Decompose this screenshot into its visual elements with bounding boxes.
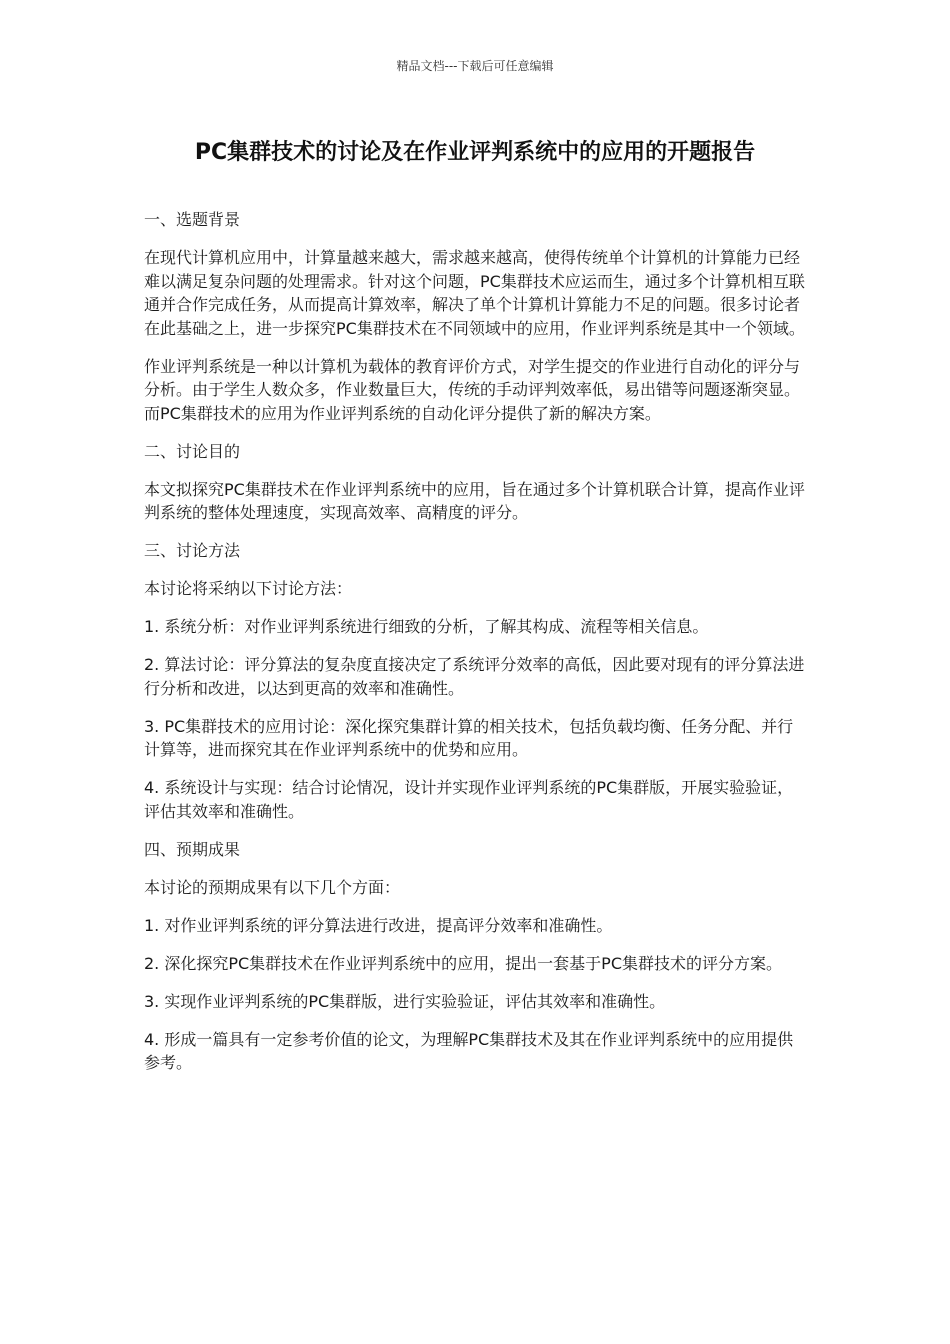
section-heading-methods: 三、讨论方法: [144, 541, 241, 560]
list-item-method-4: 4. 系统设计与实现：结合讨论情况，设计并实现作业评判系统的PC集群版，开展实验验证，评估其效率和准确性。: [144, 778, 794, 821]
document-title: PC集群技术的讨论及在作业评判系统中的应用的开题报告: [194, 140, 756, 165]
section-heading-purpose: 二、讨论目的: [144, 441, 241, 461]
paragraph-methods-intro: 本讨论将采纳以下讨论方法：: [144, 579, 353, 598]
paragraph-purpose: 本文拟探究PC集群技术在作业评判系统中的应用，旨在通过多个计算机联合计算，提高作业评判系统的整体处理速度，实现高效率、高精度的评分。: [144, 479, 805, 522]
paragraph-background-2: 作业评判系统是一种以计算机为载体的教育评价方式，对学生提交的作业进行自动化的评分与分析。由于学生人数众多，作业数量巨大，传统的手动评判效率低，易出错等问题逐渐突显。而PC集群技术的应用为作业评判系统的自动化评分提供了新的解决方案。: [144, 356, 801, 423]
list-item-method-3: 3. PC集群技术的应用讨论：深化探究集群计算的相关技术，包括负载均衡、任务分配、并行计算等，进而探究其在作业评判系统中的优势和应用。: [144, 716, 794, 759]
paragraph-background-1: 在现代计算机应用中，计算量越来越大，需求越来越高，使得传统单个计算机的计算能力已经难以满足复杂问题的处理需求。针对这个问题，PC集群技术应运而生，通过多个计算机相互联通并合作完成任务，从而提高计算效率，解决了单个计算机计算能力不足的问题。很多讨论者在此基础之上，进一步探究PC集群技术在不同领域中的应用，作业评判系统是其中一个领域。: [144, 248, 805, 338]
paragraph-outcomes-intro: 本讨论的预期成果有以下几个方面：: [144, 877, 401, 897]
list-item-outcome-2: 2. 深化探究PC集群技术在作业评判系统中的应用，提出一套基于PC集群技术的评分方案。: [144, 953, 782, 973]
section-heading-background: 一、选题背景: [144, 210, 241, 229]
list-item-method-2: 2. 算法讨论：评分算法的复杂度直接决定了系统评分效率的高低，因此要对现有的评分算法进行分析和改进，以达到更高的效率和准确性。: [144, 655, 805, 698]
list-item-outcome-1: 1. 对作业评判系统的评分算法进行改进，提高评分效率和准确性。: [144, 915, 613, 935]
list-item-outcome-3: 3. 实现作业评判系统的PC集群版，进行实验验证，评估其效率和准确性。: [144, 991, 666, 1011]
document-body: [144, 208, 808, 1089]
list-item-outcome-4: 4. 形成一篇具有一定参考价值的论文，为理解PC集群技术及其在作业评判系统中的应用提供参考。: [144, 1029, 794, 1072]
section-heading-outcomes: 四、预期成果: [144, 839, 241, 859]
list-item-method-1: 1. 系统分析：对作业评判系统进行细致的分析，了解其构成、流程等相关信息。: [144, 617, 709, 636]
page-header: 精品文档---下载后可任意编辑: [396, 59, 554, 73]
